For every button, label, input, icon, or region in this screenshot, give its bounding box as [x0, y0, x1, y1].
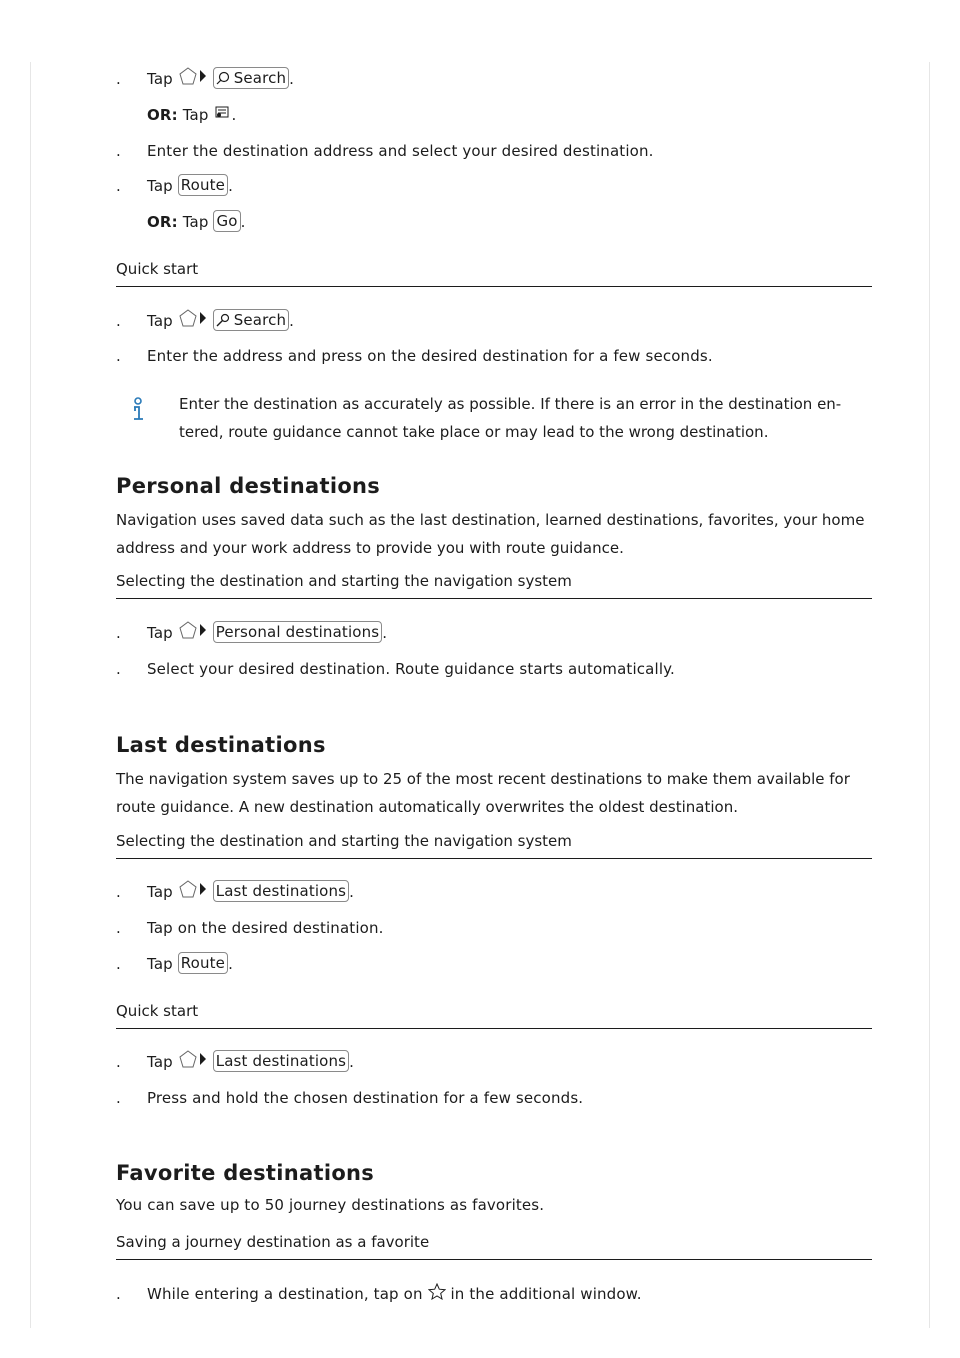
quick-start-heading: Quick start — [116, 260, 199, 278]
divider — [116, 858, 872, 859]
last-step-route: Tap Route . — [147, 954, 233, 973]
personal-destinations-button[interactable]: Personal destinations — [213, 621, 383, 643]
quickstart2-hold: Press and hold the chosen destination for a few seconds. — [147, 1089, 584, 1107]
page-margin-left — [30, 62, 31, 1328]
search-button[interactable]: Search — [213, 309, 289, 331]
map-search-icon[interactable] — [213, 104, 231, 124]
route-button[interactable]: Route — [178, 174, 228, 196]
home-menu-icon[interactable] — [178, 880, 198, 902]
divider — [116, 1028, 872, 1029]
bullet: . — [116, 177, 121, 195]
personal-step-tap: Tap Personal destinations . — [147, 623, 388, 642]
route-button[interactable]: Route — [178, 952, 228, 974]
step-or-line: OR: Tap . — [147, 106, 237, 124]
search-button[interactable]: Search — [213, 67, 289, 89]
favorites-step: While entering a destination, tap on in the additional window. — [147, 1285, 642, 1304]
last-destinations-button[interactable]: Last destinations — [213, 1050, 349, 1072]
star-icon[interactable] — [428, 1283, 446, 1304]
favorites-subheading: Saving a journey destination as a favorite — [116, 1233, 430, 1251]
step-or-go: OR: Tap Go . — [147, 212, 246, 231]
arrow-right-icon — [198, 69, 208, 87]
arrow-right-icon — [198, 311, 208, 329]
last-subheading: Selecting the destination and starting the navigation system — [116, 832, 572, 850]
favorites-intro: You can save up to 50 journey destinations as favorites. — [116, 1196, 545, 1214]
quickstart2-tap: Tap Last destinations . — [147, 1052, 355, 1071]
section-title-last: Last destinations — [116, 733, 326, 757]
step-enter-address: Enter the destination address and select your desired destination. — [147, 142, 654, 160]
arrow-right-icon — [198, 623, 208, 641]
home-menu-icon[interactable] — [178, 1050, 198, 1072]
bullet: . — [116, 919, 121, 937]
arrow-right-icon — [198, 1052, 208, 1070]
step-tap-route: Tap Route . — [147, 176, 233, 195]
quick-start-heading: Quick start — [116, 1002, 199, 1020]
last-step-desired: Tap on the desired destination. — [147, 919, 384, 937]
info-icon — [130, 396, 146, 428]
bullet: . — [116, 142, 121, 160]
bullet: . — [116, 312, 121, 330]
bullet: . — [116, 70, 121, 88]
quickstart-tap-search: Tap Search . — [147, 311, 295, 330]
bullet: . — [116, 1053, 121, 1071]
bullet: . — [116, 624, 121, 642]
bullet: . — [116, 1089, 121, 1107]
step-tap-search: Tap Search . — [147, 69, 295, 88]
bullet: . — [116, 955, 121, 973]
divider — [116, 1259, 872, 1260]
bullet: . — [116, 1285, 121, 1303]
home-menu-icon[interactable] — [178, 67, 198, 89]
bullet: . — [116, 347, 121, 365]
page-margin-right — [929, 62, 930, 1328]
personal-intro: Navigation uses saved data such as the last destination, learned destinations, favorites, your home address and your work address to provide you with route guidance. — [116, 511, 865, 557]
bullet: . — [116, 660, 121, 678]
last-step-tap: Tap Last destinations . — [147, 882, 355, 901]
last-destinations-button[interactable]: Last destinations — [213, 880, 349, 902]
personal-subheading: Selecting the destination and starting the navigation system — [116, 572, 572, 590]
arrow-right-icon — [198, 882, 208, 900]
home-menu-icon[interactable] — [178, 621, 198, 643]
home-menu-icon[interactable] — [178, 309, 198, 331]
quickstart-enter-address: Enter the address and press on the desired destination for a few seconds. — [147, 347, 713, 365]
divider — [116, 286, 872, 287]
personal-step-select: Select your desired destination. Route guidance starts automatically. — [147, 660, 675, 678]
go-button[interactable]: Go — [213, 210, 240, 232]
divider — [116, 598, 872, 599]
note-text: Enter the destination as accurately as possible. If there is an error in the destination en-tered, route guidance cannot take place or may lead to the wrong destination. — [179, 395, 842, 441]
section-title-personal: Personal destinations — [116, 474, 381, 498]
search-icon — [216, 71, 230, 85]
last-intro: The navigation system saves up to 25 of the most recent destinations to make them available for route guidance. A new destination automatically overwrites the oldest destination. — [116, 770, 850, 816]
bullet: . — [116, 883, 121, 901]
key-search-icon — [216, 313, 230, 327]
section-title-favorites: Favorite destinations — [116, 1161, 375, 1185]
